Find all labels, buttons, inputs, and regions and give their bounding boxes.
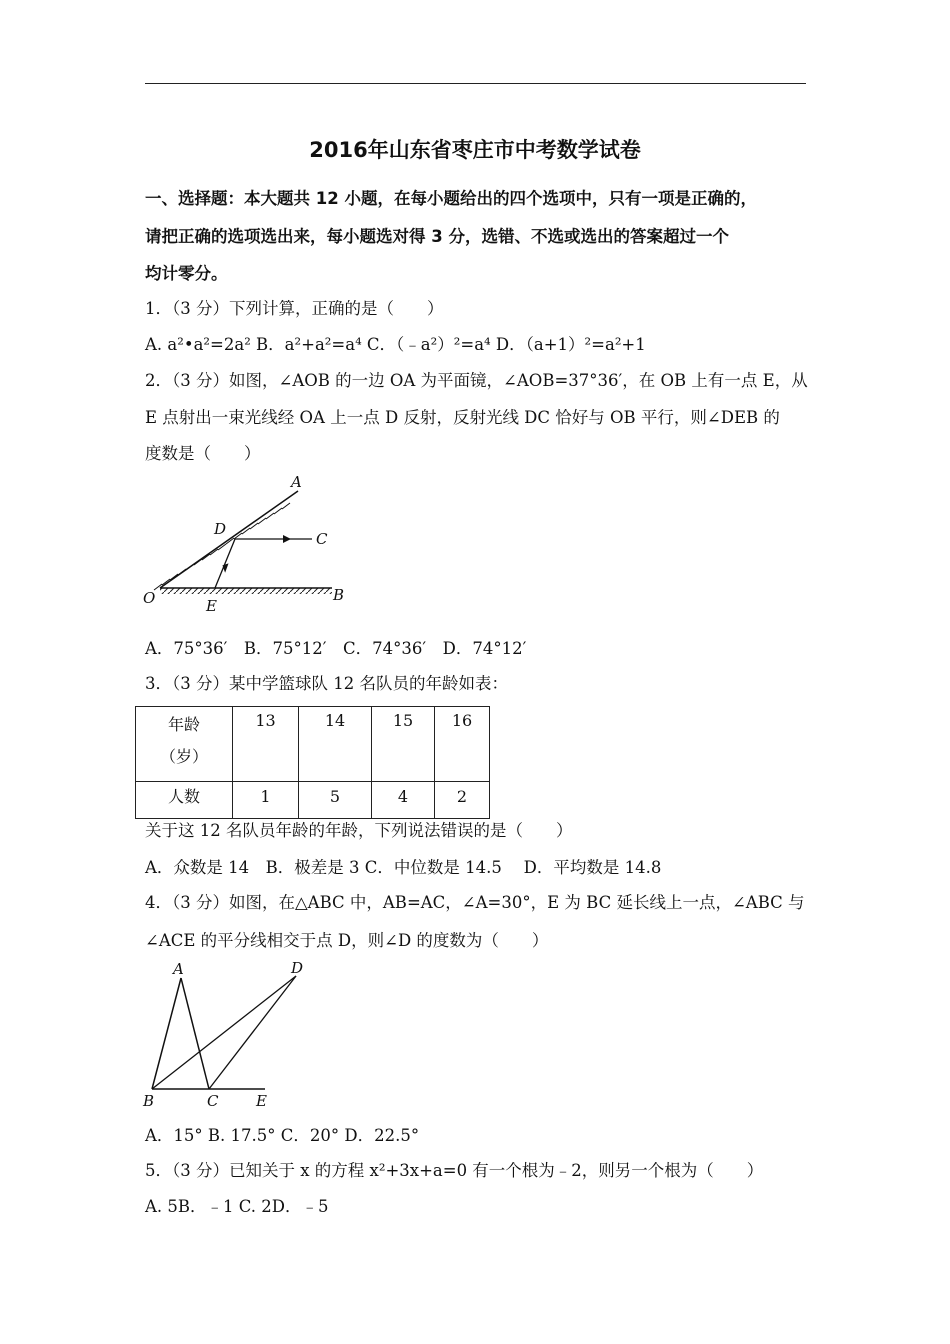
q4-stem-line-2: ∠ACE 的平分线相交于点 D，则∠D 的度数为（ ） xyxy=(145,931,549,950)
section-instructions-line-3: 均计零分。 xyxy=(145,264,228,283)
reflected-arrow xyxy=(283,535,291,543)
label-c: C xyxy=(207,1092,219,1110)
header-rule xyxy=(145,83,806,84)
label-o: O xyxy=(143,589,156,607)
segment-ab xyxy=(152,978,181,1089)
q3-options: A．众数是 14 B．极差是 3 C．中位数是 14.5 D．平均数是 14.8 xyxy=(145,858,662,877)
segment-cd xyxy=(209,976,296,1089)
q2-stem-line-3: 度数是（ ） xyxy=(145,444,261,463)
q3-question: 关于这 12 名队员年龄的年龄，下列说法错误的是（ ） xyxy=(145,821,573,840)
age-table xyxy=(135,706,490,819)
q4-triangle-figure xyxy=(138,956,318,1112)
q2-mirror-figure xyxy=(140,472,350,618)
q1-stem: 1．（3 分）下列计算，正确的是（ ） xyxy=(145,299,444,318)
table-cell: 4 xyxy=(372,782,435,819)
label-a: A xyxy=(291,473,302,491)
age-unit-text: （岁） xyxy=(159,747,208,766)
segment-bd xyxy=(152,976,296,1089)
label-d: D xyxy=(291,959,304,977)
label-c: C xyxy=(316,530,328,548)
label-b: B xyxy=(143,1092,155,1110)
label-e: E xyxy=(256,1092,267,1110)
age-header-text: 年龄 xyxy=(167,715,200,734)
section-instructions-line-1: 一、选择题：本大题共 12 小题，在每小题给出的四个选项中，只有一项是正确的， xyxy=(145,189,757,208)
q5-options: A. 5B．﹣1 C. 2D．﹣5 xyxy=(145,1197,329,1216)
label-e: E xyxy=(206,597,217,615)
q4-stem-line-1: 4．（3 分）如图，在△ABC 中，AB=AC，∠A=30°，E 为 BC 延长线上一点，∠ABC 与 xyxy=(145,893,805,912)
table-cell: 2 xyxy=(435,782,490,819)
q2-options: A．75°36′ B．75°12′ C．74°36′ D．74°12′ xyxy=(145,639,527,658)
q5-stem: 5．（3 分）已知关于 x 的方程 x²+3x+a=0 有一个根为﹣2，则另一个根为（ ） xyxy=(145,1161,764,1180)
oa-hatching xyxy=(154,503,290,590)
table-row xyxy=(136,707,490,782)
table-cell: 13 xyxy=(233,707,299,782)
table-header-count: 人数 xyxy=(136,782,233,819)
table-cell: 14 xyxy=(299,707,372,782)
segment-ac xyxy=(181,978,209,1089)
table-header-age xyxy=(136,707,233,782)
page-title: 2016年山东省枣庄市中考数学试卷 xyxy=(309,138,641,162)
label-b: B xyxy=(333,586,345,604)
ob-hatching xyxy=(160,588,332,594)
label-d: D xyxy=(214,520,227,538)
q1-options: A. a²•a²=2a² B．a²+a²=a⁴ C．（﹣a²）²=a⁴ D．（a+1）²=a²+1 xyxy=(145,335,646,354)
table-row xyxy=(136,782,490,819)
q2-stem-line-2: E 点射出一束光线经 OA 上一点 D 反射，反射光线 DC 恰好与 OB 平行，则∠DEB 的 xyxy=(145,408,780,427)
table-cell: 15 xyxy=(372,707,435,782)
table-cell: 1 xyxy=(233,782,299,819)
q3-stem: 3．（3 分）某中学篮球队 12 名队员的年龄如表： xyxy=(145,674,508,693)
q2-stem-line-1: 2．（3 分）如图，∠AOB 的一边 OA 为平面镜，∠AOB=37°36′，在 OB 上有一点 E，从 xyxy=(145,371,808,390)
table-cell: 5 xyxy=(299,782,372,819)
section-instructions-line-2: 请把正确的选项选出来，每小题选对得 3 分，选错、不选或选出的答案超过一个 xyxy=(145,227,729,246)
label-a: A xyxy=(173,960,184,978)
table-cell: 16 xyxy=(435,707,490,782)
q4-options: A．15° B. 17.5° C．20° D．22.5° xyxy=(145,1126,420,1145)
